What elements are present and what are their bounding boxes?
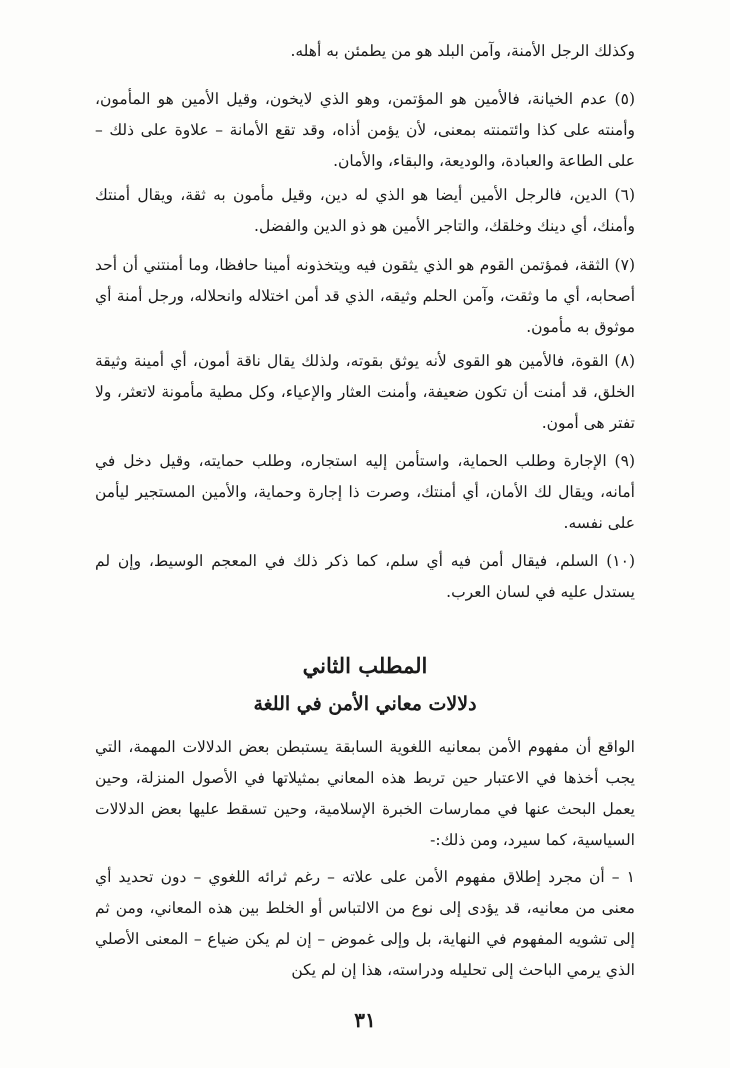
paragraph-body-intro: الواقع أن مفهوم الأمن بمعانيه اللغوية السابقة يستبطن بعض الدلالات المهمة، التي يجب أخذها في الاعتبار حين تربط هذه المعاني بمثيلاتها في الأصول المنزلة، وحين يعمل البحث عنها في ممارسات الخبرة الإسلامية، وحين تسقط عليها بعض الدلالات السياسية، كما سيرد، ومن ذلك:- [95,738,635,849]
paragraph-item-7: (٧) الثقة، فمؤتمن القوم هو الذي يثقون فيه ويتخذونه أمينا حافظا، وما أمنتني أن أحد أصحابه، أي ما وثقت، وآمن الحلم وثيقه، الذي قد أمن اختلاله وانحلاله، ورجل أمنة أي موثوق به مأمون. [95,256,635,336]
page-number: ٣١ [354,1008,376,1032]
section-subtitle: دلالات معاني الأمن في اللغة [253,693,477,715]
paragraph-item-5: (٥) عدم الخيانة، فالأمين هو المؤتمن، وهو الذي لايخون، وقيل الأمين هو المأمون، وأمنته على كذا وائتمنته بمعنى، لأن يؤمن أذاه، وقد تقع الأمانة – علاوة على ذلك – على الطاعة والعبادة، والوديعة، والبقاء، والأمان. [95,90,635,170]
paragraph-item-10: (١٠) السلم، فيقال أمن فيه أي سلم، كما ذكر ذلك في المعجم الوسيط، وإن لم يستدل عليه في لسان العرب. [95,552,635,601]
paragraph-body-point-1: ١ – أن مجرد إطلاق مفهوم الأمن على علاته – رغم ثرائه اللغوي – دون تحديد أي معنى من معانيه، قد يؤدى إلى نوع من الالتباس أو الخلط بين هذه المعاني، ومن ثم إلى تشويه المفهوم في النهاية، بل وإلى غموض – إن لم يكن ضياع – المعنى الأصلي الذي يرمي الباحث إلى تحليله ودراسته، هذا إن لم يكن [95,868,635,979]
section-title: المطلب الثاني [302,653,428,678]
paragraph-item-6: (٦) الدين، فالرجل الأمين أيضا هو الذي له دين، وقيل مأمون به ثقة، ويقال أمنتك وأمنك، أي دينك وخلقك، والتاجر الأمين هو ذو الدين والفضل. [95,186,635,235]
paragraph-intro: وكذلك الرجل الأمنة، وآمن البلد هو من يطمئن به أهله. [290,42,635,60]
paragraph-item-9: (٩) الإجارة وطلب الحماية، واستأمن إليه استجاره، وطلب حمايته، وقيل دخل في أمانه، ويقال لك الأمان، أي أمنتك، وصرت ذا إجارة وحماية، والأمين المستجير ليأمن على نفسه. [95,452,635,532]
paragraph-item-8: (٨) القوة، فالأمين هو القوى لأنه يوثق بقوته، ولذلك يقال ناقة أمون، أي أمينة وثيقة الخلق، قد أمنت أن تكون ضعيفة، وأمنت العثار والإعياء، وكل مطية مأمونة لاتعثر، ولا تفتر هى أمون. [95,352,635,432]
